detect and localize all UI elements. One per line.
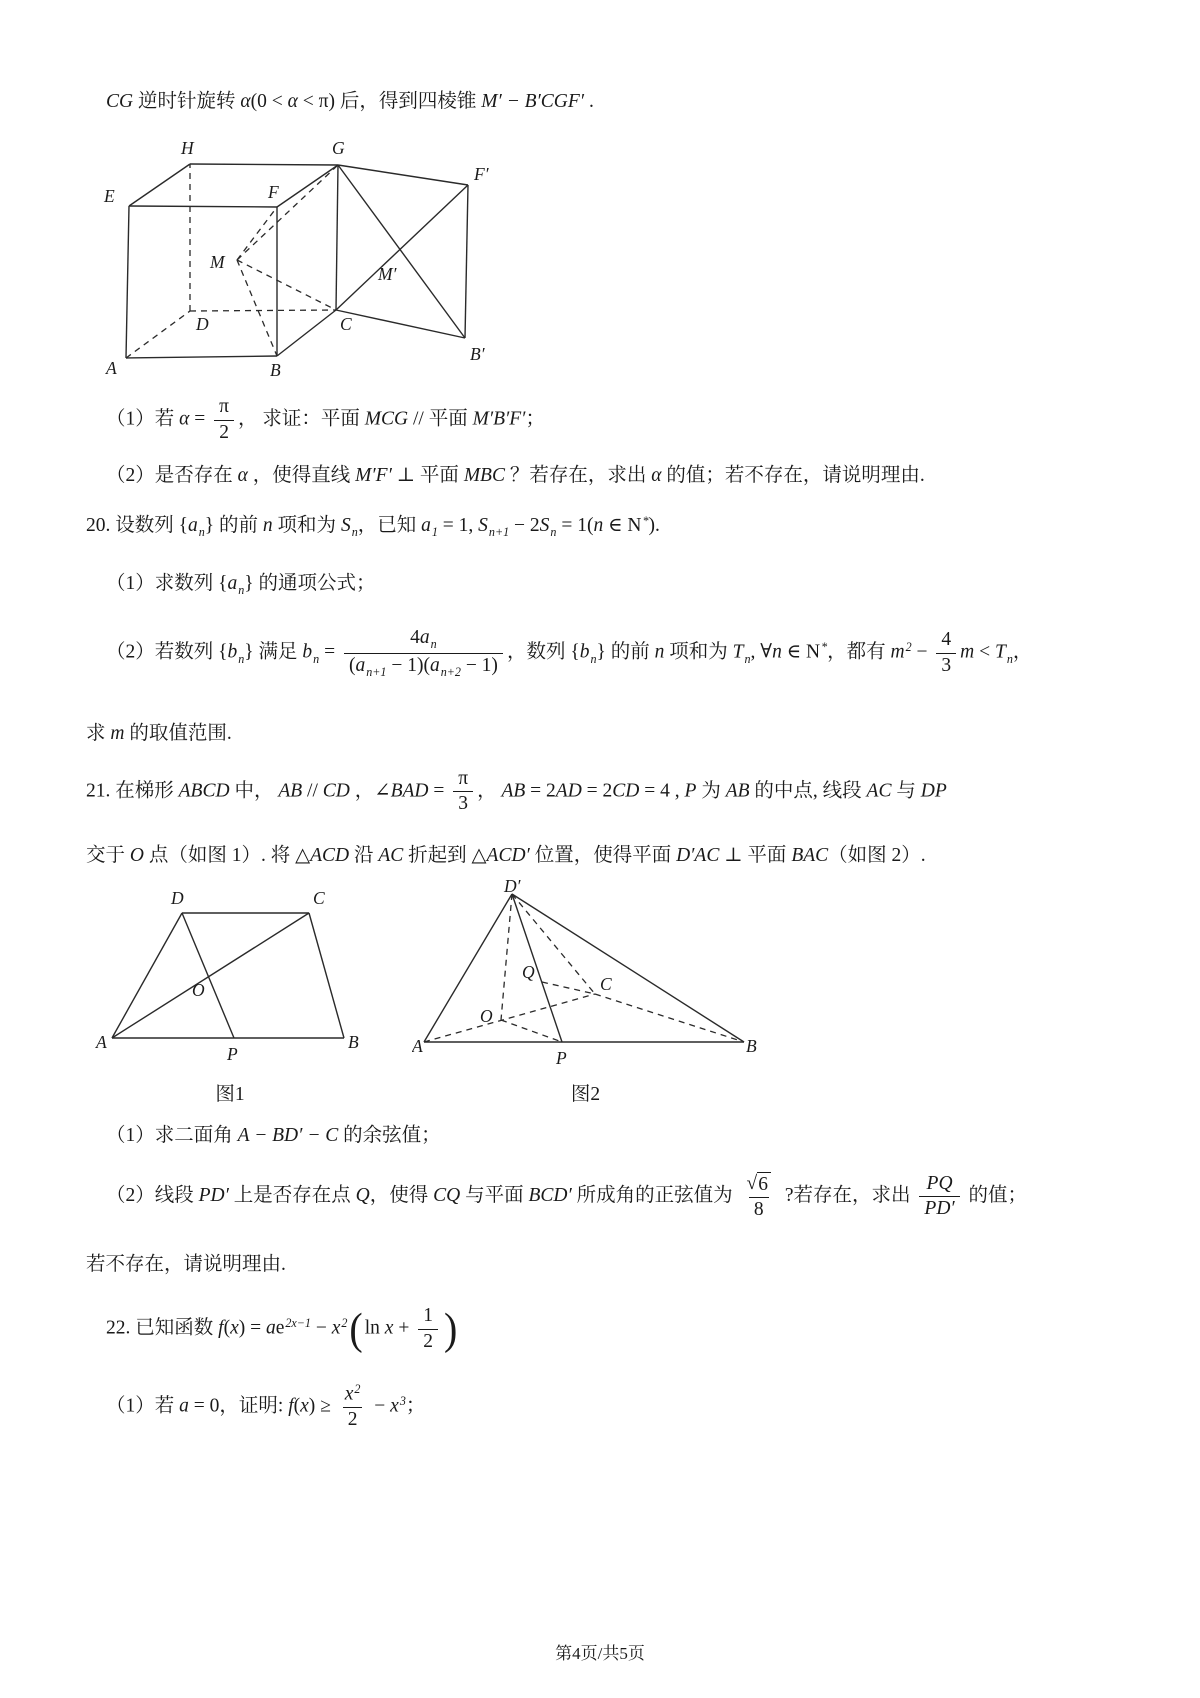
text-run: 21. 在梯形	[86, 780, 179, 802]
text-run: （1）求数列 {	[106, 572, 228, 594]
text-run: n	[772, 641, 782, 663]
text-run: ，使得	[369, 1185, 434, 1207]
text-run: 交于	[86, 844, 130, 866]
text-run: } 的前	[596, 641, 655, 663]
text-run: N	[806, 641, 821, 663]
text-run: 3	[941, 654, 952, 676]
problem-20-part-2	[106, 627, 1110, 679]
text-run: ).	[648, 515, 660, 537]
text-run: 折起到 △	[403, 844, 487, 866]
text-run: a	[227, 572, 238, 594]
fig2-hidden-edges	[424, 894, 744, 1042]
text-run: =	[245, 1317, 266, 1339]
text-run: − 2	[509, 515, 540, 537]
cube-hidden-edges	[126, 164, 338, 358]
text-run: ⊥ 平面	[391, 465, 464, 487]
text-run: ，使得直线	[247, 465, 356, 487]
text-run: //	[302, 780, 323, 802]
text-run: BCD′	[528, 1185, 572, 1207]
text-run: CD	[322, 780, 350, 802]
text-run: MBC	[463, 465, 505, 487]
text-run: 的余弦值；	[338, 1124, 441, 1146]
text-run: n	[550, 525, 557, 540]
text-run: ，都有	[827, 641, 891, 663]
text-run: − 1)(	[386, 654, 430, 676]
text-run: ≥	[315, 1395, 336, 1417]
text-run: a	[355, 654, 366, 676]
text-run: AC	[866, 780, 892, 802]
text-run: x	[300, 1395, 309, 1417]
vertex-label-c: C	[600, 973, 612, 994]
text-run: n	[430, 636, 437, 651]
problem-21-cont	[86, 842, 1110, 870]
text-run: 的值；若不存在，请说明理由.	[661, 465, 925, 487]
text-run: 的取值范围.	[124, 722, 232, 744]
text-run: S	[478, 515, 488, 537]
text-run: a	[419, 627, 430, 649]
vertex-label-o: O	[480, 1005, 493, 1026]
problem-20-part-2-cont	[86, 720, 1110, 748]
text-run: f	[218, 1317, 224, 1339]
problem-21	[86, 768, 1110, 816]
math-fraction	[214, 396, 234, 444]
text-run: = 1,	[437, 515, 479, 537]
text-run: （1）若	[106, 1395, 180, 1417]
text-run: CQ	[433, 1185, 461, 1207]
text-run: S	[539, 515, 550, 537]
vertex-label-f-prime: F′	[474, 164, 489, 185]
text-run: MCG	[364, 408, 409, 430]
text-run: 20. 设数列 {	[86, 515, 188, 537]
figure-2-solid	[412, 880, 759, 1076]
text-run: x	[331, 1317, 341, 1339]
text-run: b	[227, 641, 238, 663]
text-run: f	[288, 1395, 294, 1417]
math-fraction	[340, 1383, 366, 1431]
text-run: 点（如图 1）. 将 △	[143, 844, 311, 866]
text-run: 2	[219, 421, 229, 443]
text-run: n+1	[488, 525, 510, 540]
text-run: AB	[725, 780, 750, 802]
problem-20-part-1	[106, 570, 1110, 599]
text-run: (	[348, 654, 356, 676]
text-run: （1）若	[106, 408, 180, 430]
text-run: ⊥ 平面	[719, 844, 792, 866]
text-run: ，∠	[349, 780, 391, 802]
text-run: .	[584, 91, 594, 112]
figure-1-trapezoid	[94, 880, 366, 1076]
text-run: 求	[86, 722, 111, 744]
text-run: 1	[431, 525, 438, 540]
vertex-label-h: H	[181, 138, 194, 159]
text-run: 2	[905, 640, 912, 655]
text-run: )	[238, 1317, 246, 1339]
text-run: ln	[364, 1317, 385, 1339]
text-run: α	[240, 91, 251, 112]
text-run: = 0，证明:	[188, 1395, 289, 1417]
text-run: a	[265, 1317, 276, 1339]
math-fraction	[919, 1173, 959, 1221]
text-run: A − BD′ − C	[237, 1124, 339, 1146]
problem-21-part-1	[106, 1122, 1110, 1150]
text-run: m	[110, 722, 125, 744]
text-run: = 2	[525, 780, 556, 802]
text-run: 逆时针旋转	[133, 91, 241, 112]
text-run: α	[237, 465, 248, 487]
text-run: T	[995, 641, 1006, 663]
problem-19-intro	[106, 88, 1110, 116]
math-fraction	[453, 768, 473, 816]
text-run: x	[390, 1395, 399, 1417]
vertex-label-b-prime: B′	[470, 344, 485, 365]
cube-solid-edges	[126, 164, 468, 358]
text-run: BAD	[390, 780, 429, 802]
text-run: （1）求二面角	[106, 1124, 238, 1146]
text-run: α	[651, 465, 662, 487]
text-run: （2）线段	[106, 1185, 199, 1207]
text-run: T	[732, 641, 744, 663]
text-run: n	[351, 525, 358, 540]
problem-20	[86, 512, 1110, 541]
vertex-label-e: E	[104, 186, 115, 207]
text-run: *	[821, 640, 828, 655]
text-run: AB	[501, 780, 526, 802]
text-run: D′AC	[676, 844, 720, 866]
text-run: =	[319, 641, 340, 663]
figure-cube-rotation	[94, 128, 506, 380]
text-run: ，数列 {	[506, 641, 580, 663]
vertex-label-a: A	[412, 1035, 423, 1056]
vertex-label-q: Q	[522, 961, 535, 982]
vertex-label-c: C	[313, 887, 325, 908]
text-run: <	[974, 641, 996, 663]
text-run: −	[310, 1317, 332, 1339]
text-run: ABCD	[178, 780, 230, 802]
text-run: π	[219, 396, 229, 418]
problem-22	[106, 1305, 1110, 1353]
text-run: α	[179, 408, 190, 430]
text-run: P	[684, 780, 697, 802]
text-run: m	[890, 641, 905, 663]
text-run: n	[590, 651, 597, 666]
text-run: ；	[405, 1395, 426, 1417]
text-run: 的值；	[963, 1185, 1028, 1207]
problem-19-part-2	[106, 462, 1110, 490]
text-run: PQ	[926, 1172, 953, 1194]
fig1-edges	[112, 913, 344, 1038]
text-run: )	[443, 1303, 458, 1354]
text-run: −	[911, 641, 933, 663]
text-run: O	[129, 844, 144, 866]
text-run: (	[293, 1395, 301, 1417]
text-run: n	[744, 651, 751, 666]
text-run: ∈	[781, 641, 806, 663]
text-run: n+2	[440, 664, 461, 679]
math-fraction	[418, 1305, 438, 1353]
figure-1-block	[94, 880, 366, 1106]
text-run: x	[344, 1383, 354, 1405]
text-run: N	[627, 515, 642, 537]
fig2-solid-edges	[424, 894, 744, 1042]
vertex-label-d: D	[196, 314, 209, 335]
vertex-label-p: P	[556, 1047, 567, 1068]
problem-21-part-2-cont	[86, 1251, 1110, 1279]
text-run: （2）若数列 {	[106, 641, 228, 663]
math-sqrt: √ 6	[747, 1172, 771, 1195]
text-run: } 的通项公式；	[244, 572, 376, 594]
text-run: (0 <	[250, 91, 288, 112]
page-footer: 第4页/共5页	[555, 1644, 645, 1663]
text-run: 与平面	[460, 1185, 529, 1207]
cube-vertex-labels	[103, 138, 490, 380]
text-run: =	[189, 408, 211, 430]
text-run: +	[393, 1317, 415, 1339]
text-run: e	[275, 1317, 285, 1339]
text-run: 1	[423, 1305, 433, 1327]
figure-2-block	[412, 880, 759, 1106]
text-run: BAC	[791, 844, 829, 866]
text-run: a	[188, 515, 198, 537]
text-run: 4	[410, 627, 420, 649]
text-run: AB	[278, 780, 303, 802]
text-run: n	[313, 651, 320, 666]
text-run: } 的前	[204, 515, 263, 537]
text-run: ？若存在，求出	[504, 465, 652, 487]
text-run: S	[340, 515, 351, 537]
text-run: ACD	[310, 844, 350, 866]
text-run: CD	[612, 780, 640, 802]
math-fraction	[742, 1172, 776, 1221]
text-run: 8	[753, 1198, 764, 1220]
math-fraction	[936, 629, 956, 677]
text-run: n	[238, 582, 245, 597]
text-run: 为	[696, 780, 726, 802]
vertex-label-a: A	[96, 1031, 107, 1052]
vertex-label-o: O	[192, 979, 205, 1000]
text-run: ，	[1012, 641, 1033, 663]
text-run: 22. 已知函数	[106, 1317, 219, 1339]
text-run: 项和为	[664, 641, 733, 663]
text-run: b	[579, 641, 590, 663]
text-run: （2）是否存在	[106, 465, 238, 487]
figure-2-caption: 图2	[570, 1083, 601, 1105]
text-run: = 4 ,	[639, 780, 685, 802]
text-run: n	[198, 525, 205, 540]
text-run: ∈	[603, 515, 628, 537]
vertex-label-m-prime: M′	[378, 264, 397, 285]
vertex-label-m: M	[210, 252, 225, 273]
text-run: M′ − B′CGF′	[481, 91, 585, 112]
text-run: a	[421, 515, 431, 537]
text-run: 上是否存在点	[228, 1185, 356, 1207]
text-run: n	[238, 651, 245, 666]
text-run: , ∀	[750, 641, 773, 663]
text-run: M′B′F′	[472, 408, 526, 430]
text-run: = 2	[581, 780, 613, 802]
text-run: 2	[341, 1316, 348, 1331]
text-run: DP	[920, 780, 947, 802]
text-run: ；	[525, 408, 545, 430]
text-run: n	[262, 515, 273, 537]
text-run: ACD′	[486, 844, 530, 866]
text-run: 2	[354, 1382, 361, 1397]
text-run: ， 求证：平面	[238, 408, 365, 430]
text-run: − 1)	[460, 654, 498, 676]
text-run: 中，	[229, 780, 279, 802]
text-run: n	[654, 641, 665, 663]
text-run: ，	[477, 780, 502, 802]
text-run: =	[428, 780, 450, 802]
text-run: n+1	[366, 664, 387, 679]
text-run: PD′	[924, 1198, 955, 1220]
text-run: < π) 后，得到四棱锥	[297, 91, 482, 112]
text-run: PD′	[198, 1185, 229, 1207]
text-run: 位置，使得平面	[529, 844, 677, 866]
vertex-label-d: D	[171, 887, 184, 908]
vertex-label-d-prime: D′	[504, 879, 521, 896]
text-run: M′F′	[355, 465, 392, 487]
figure-1-caption: 图1	[215, 1083, 245, 1105]
text-run: ，已知	[357, 515, 422, 537]
text-run: ?若存在，求出	[780, 1185, 916, 1207]
text-run: 若不存在，请说明理由.	[86, 1254, 286, 1276]
vertex-label-b: B	[746, 1035, 757, 1056]
text-run: −	[369, 1395, 391, 1417]
text-run: 4	[941, 629, 952, 651]
text-run: Q	[355, 1185, 370, 1207]
text-run: 2	[347, 1409, 358, 1431]
text-run: } 满足	[244, 641, 303, 663]
text-run: AC	[378, 844, 404, 866]
text-run: 3	[458, 793, 469, 815]
text-run: a	[429, 654, 440, 676]
text-run: 的中点, 线段	[749, 780, 867, 802]
vertex-label-c: C	[340, 314, 352, 335]
text-run: 与	[891, 780, 921, 802]
text-run: n	[1006, 651, 1013, 666]
text-run: (	[349, 1303, 363, 1354]
text-run: π	[458, 767, 469, 789]
text-run: AD	[555, 780, 582, 802]
text-run: 项和为	[272, 515, 341, 537]
text-run: (	[223, 1317, 231, 1339]
vertex-label-f: F	[268, 182, 279, 203]
vertex-label-b: B	[348, 1031, 359, 1052]
problem-19-part-1	[106, 396, 1110, 444]
text-run: 所成角的正弦值为	[571, 1185, 738, 1207]
math-fraction	[344, 627, 503, 679]
text-run: )	[308, 1395, 316, 1417]
text-run: 沿	[349, 844, 379, 866]
text-run: a	[179, 1395, 189, 1417]
text-run: = 1(	[556, 515, 594, 537]
text-run: CG	[106, 91, 134, 112]
problem-21-part-2	[106, 1172, 1110, 1221]
text-run: // 平面	[408, 408, 473, 430]
text-run: n	[593, 515, 604, 537]
problem-22-part-1	[106, 1383, 1110, 1431]
text-run: *	[642, 513, 649, 528]
text-run: 2	[423, 1330, 433, 1352]
text-run: b	[302, 641, 313, 663]
text-run: m	[960, 641, 975, 663]
text-run: α	[287, 91, 298, 112]
vertex-label-a: A	[106, 358, 117, 379]
vertex-label-g: G	[332, 138, 345, 159]
text-run: x	[230, 1317, 239, 1339]
text-run: 3	[399, 1394, 406, 1409]
figure-row	[94, 880, 1110, 1106]
text-run: 2x−1	[285, 1316, 311, 1331]
vertex-label-b: B	[270, 360, 281, 381]
text-run: （如图 2）.	[828, 844, 926, 866]
text-run: x	[384, 1317, 394, 1339]
vertex-label-p: P	[227, 1043, 238, 1064]
